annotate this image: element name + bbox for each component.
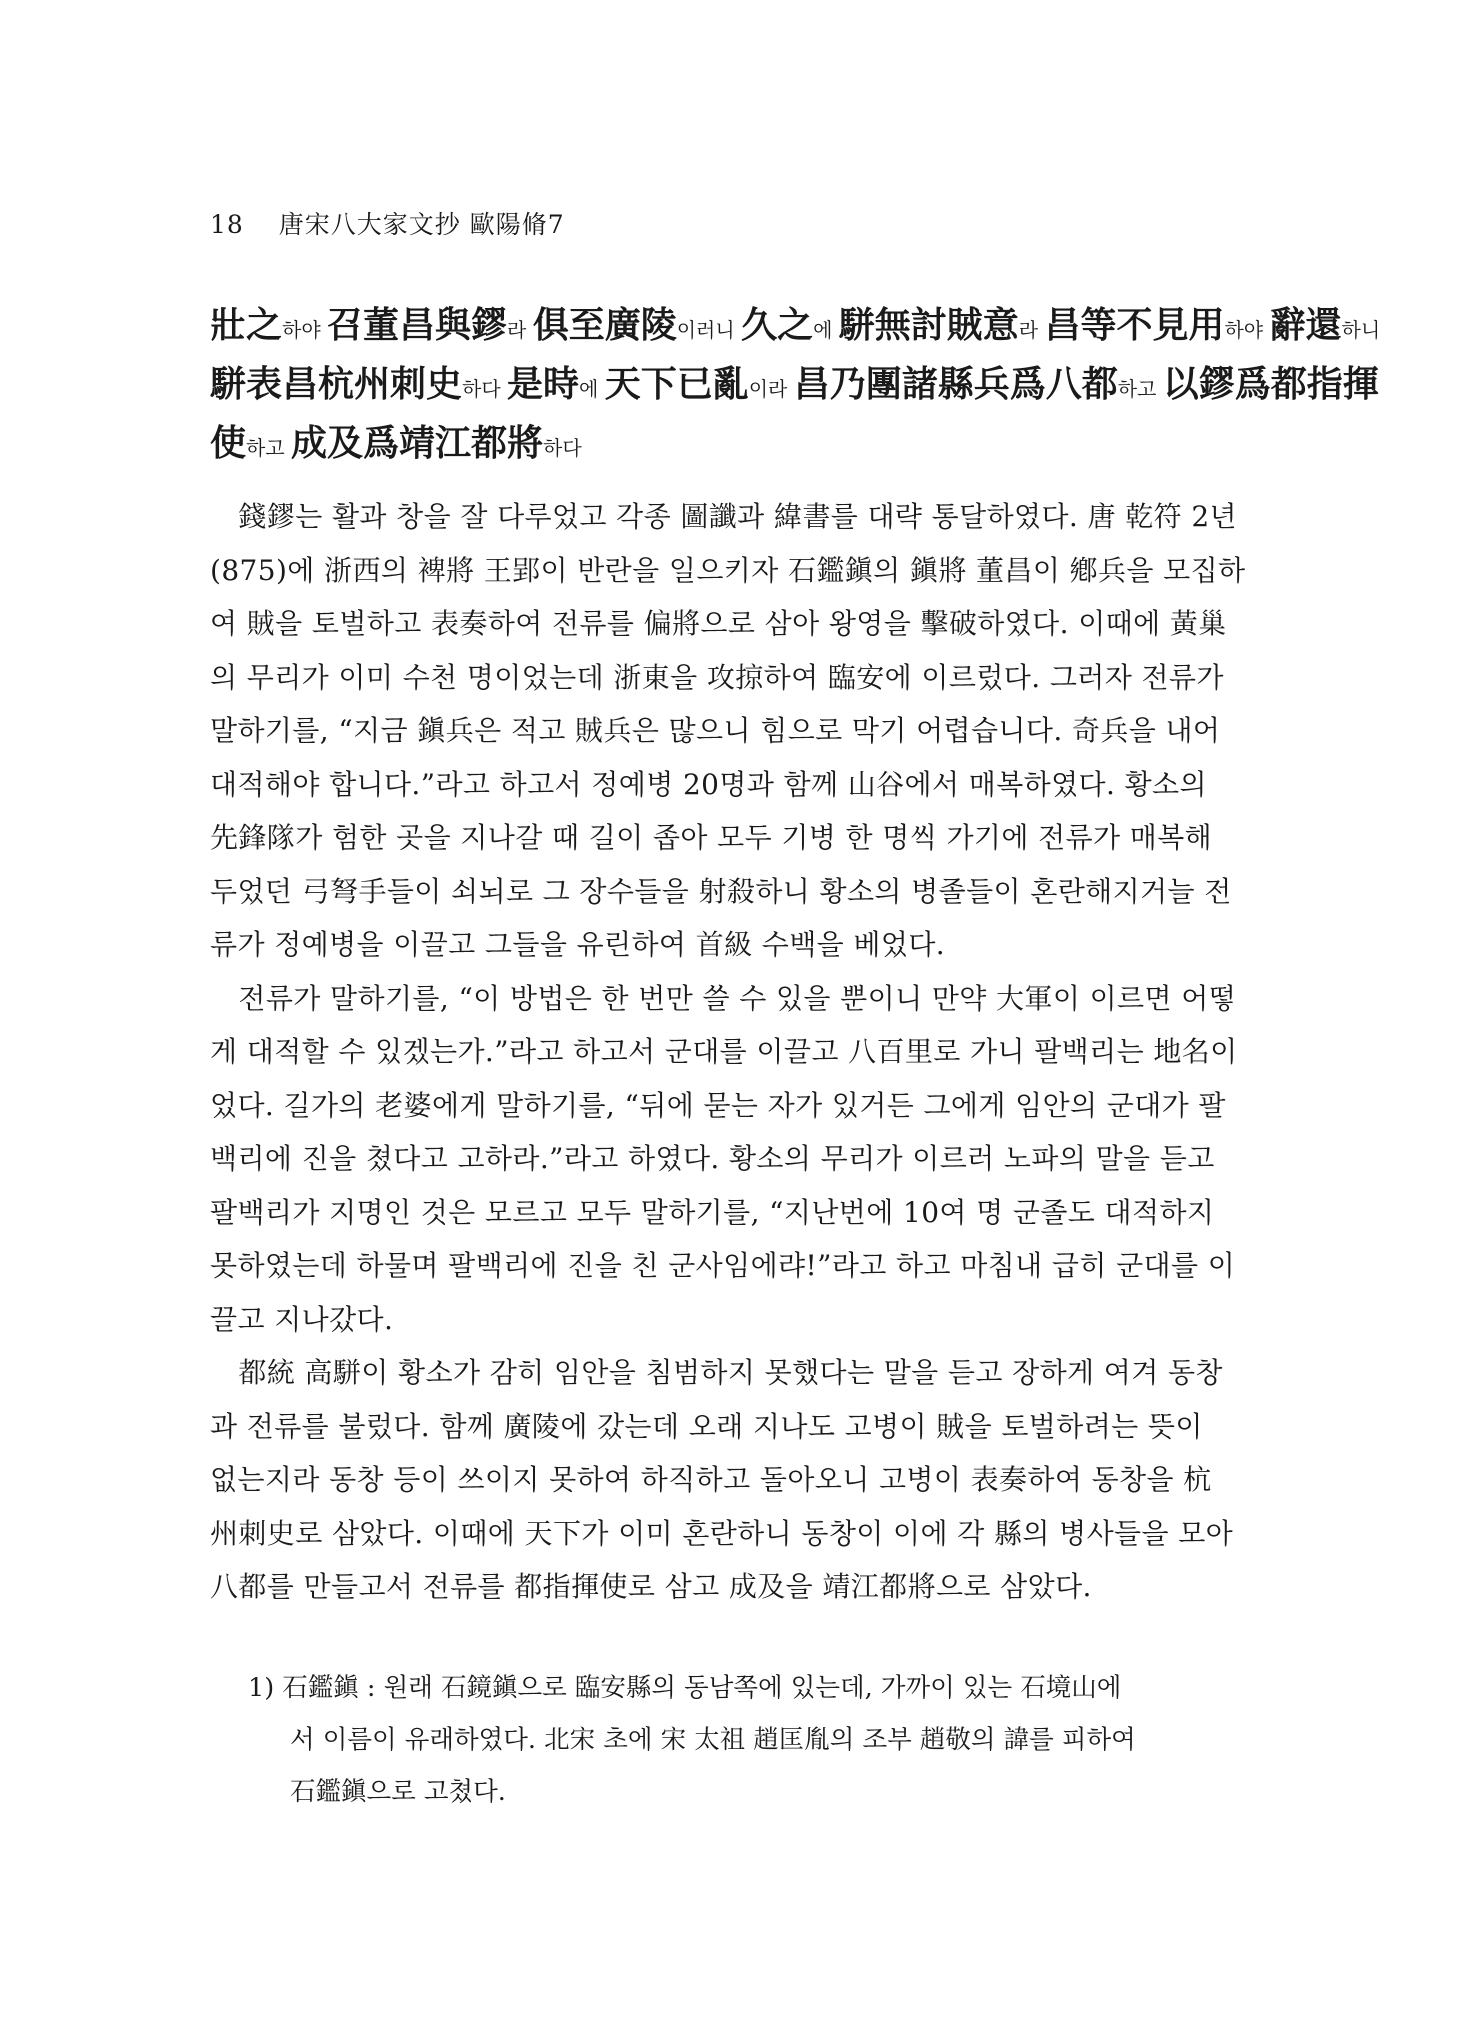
hanja-text: 壯之 (210, 304, 283, 346)
hangul-particle: 에 (579, 377, 605, 401)
translation-line: 게 대적할 수 있겠는가.”라고 하고서 군대를 이끌고 八百里로 가니 팔백리는 地名이 (210, 1035, 1238, 1068)
hanja-text: 駢表昌杭州刺史 (210, 363, 463, 405)
translation-line: 류가 정예병을 이끌고 그들을 유린하여 首級 수백을 베었다. (210, 928, 946, 961)
translation-line: 여 賊을 토벌하고 表奏하여 전류를 偏將으로 삼아 왕영을 擊破하였다. 이때에 黃巢 (210, 607, 1227, 640)
hanja-text: 久之 (741, 304, 814, 346)
translation-line: 의 무리가 이미 수천 명이었는데 浙東을 攻掠하여 臨安에 이르렀다. 그러자 전류가 (210, 660, 1224, 694)
translation-line: (875)에 浙西의 裨將 王郢이 반란을 일으키자 石鑑鎭의 鎭將 董昌이 鄕兵을 모집하 (210, 553, 1246, 587)
translation-line: 八都를 만들고서 전류를 都指揮使로 삼고 成及을 靖江都將으로 삼았다. (210, 1570, 1092, 1603)
translation-line: 었다. 길가의 老婆에게 말하기를, “뒤에 묻는 자가 있거든 그에게 임안의 군대가 팔 (210, 1088, 1226, 1122)
translation-text (210, 490, 1290, 1614)
translation-line: 백리에 진을 쳤다고 고하라.”라고 하였다. 황소의 무리가 이르러 노파의 말을 듣고 (210, 1142, 1215, 1175)
running-header (210, 205, 565, 241)
translation-line: 말하기를, “지금 鎭兵은 적고 賊兵은 많으니 힘으로 막기 어렵습니다. 奇兵을 내어 (210, 714, 1221, 747)
hangul-particle: 하고 (1117, 377, 1163, 401)
hangul-particle: 하다 (462, 377, 508, 401)
original-line (210, 296, 1381, 355)
page-number: 18 (210, 210, 244, 239)
original-line (210, 355, 1379, 414)
translation-line: 없는지라 동창 등이 쓰이지 못하여 하직하고 돌아오니 고병이 表奏하여 동창을 杭 (210, 1463, 1212, 1496)
hangul-particle: 하고 (246, 436, 292, 460)
hangul-particle: 하야 (282, 318, 328, 342)
translation-line: 두었던 弓弩手들이 쇠뇌로 그 장수들을 射殺하니 황소의 병졸들이 혼란해지거늘 전 (210, 874, 1232, 908)
footnote-line: 서 이름이 유래하였다. 北宋 초에 宋 太祖 趙匡胤의 조부 趙敬의 諱를 피하여 (290, 1725, 1136, 1755)
hanja-text: 召董昌與鏐 (327, 304, 508, 346)
translation-line: 과 전류를 불렀다. 함께 廣陵에 갔는데 오래 지나도 고병이 賊을 토벌하려는 뜻이 (210, 1409, 1203, 1443)
translation-line: 전류가 말하기를, “이 방법은 한 번만 쓸 수 있을 뿐이니 만약 大軍이 이르면 어떻 (210, 981, 1237, 1015)
book-title: 唐宋八大家文抄 歐陽脩7 (278, 210, 565, 239)
hanja-text: 昌乃團諸縣兵爲八都 (793, 363, 1118, 405)
hangul-particle: 하야 (1224, 318, 1270, 342)
translation-line: 못하였는데 하물며 팔백리에 진을 친 군사임에랴!”라고 하고 마침내 급히 군대를 이 (210, 1249, 1236, 1282)
translation-line: 州刺史로 삼았다. 이때에 天下가 이미 혼란하니 동창이 이에 각 縣의 병사들을 모아 (210, 1516, 1234, 1550)
footnote-line: 1) 石鑑鎭 : 원래 石鏡鎭으로 臨安縣의 동남쪽에 있는데, 가까이 있는 石境山에 (248, 1673, 1122, 1703)
translation-line: 끌고 지나갔다. (210, 1302, 394, 1336)
hanja-text: 昌等不見用 (1044, 304, 1225, 346)
original-line (210, 414, 1290, 473)
hanja-text: 是時 (507, 363, 580, 405)
translation-line: 팔백리가 지명인 것은 모르고 모두 말하기를, “지난번에 10여 명 군졸도 대적하지 (210, 1195, 1215, 1229)
hangul-particle: 에 (813, 318, 839, 342)
original-text (210, 296, 1381, 473)
translation-line: 錢鏐는 활과 창을 잘 다루었고 각종 圖讖과 緯書를 대략 통달하였다. 唐 乾符 2년 (210, 500, 1237, 533)
hanja-text: 辭還 (1269, 304, 1342, 346)
footnote (248, 1662, 1288, 1818)
translation-line: 先鋒隊가 험한 곳을 지나갈 때 길이 좁아 모두 기병 한 명씩 가기에 전류가 매복해 (210, 821, 1213, 854)
hanja-text: 天下已亂 (604, 363, 749, 405)
footnote-line: 石鑑鎭으로 고쳤다. (290, 1777, 506, 1807)
hangul-particle: 라 (507, 318, 533, 342)
translation-line: 대적해야 합니다.”라고 하고서 정예병 20명과 함께 山谷에서 매복하였다. 황소의 (210, 767, 1207, 801)
hangul-particle: 하니 (1341, 318, 1381, 342)
hanja-text: 俱至廣陵 (532, 304, 677, 346)
hanja-text: 駢無討賊意 (838, 304, 1019, 346)
hanja-text: 成及爲靖江都將 (291, 422, 544, 464)
translation-line: 都統 高駢이 황소가 감히 임안을 침범하지 못했다는 말을 듣고 장하게 여겨 동창 (210, 1356, 1223, 1389)
hangul-particle: 이러니 (676, 318, 742, 342)
hanja-text: 以鏐爲都指揮 (1162, 363, 1379, 405)
hanja-text: 使 (210, 422, 247, 464)
hangul-particle: 하다 (543, 436, 582, 460)
hangul-particle: 이라 (748, 377, 794, 401)
hangul-particle: 라 (1018, 318, 1045, 342)
